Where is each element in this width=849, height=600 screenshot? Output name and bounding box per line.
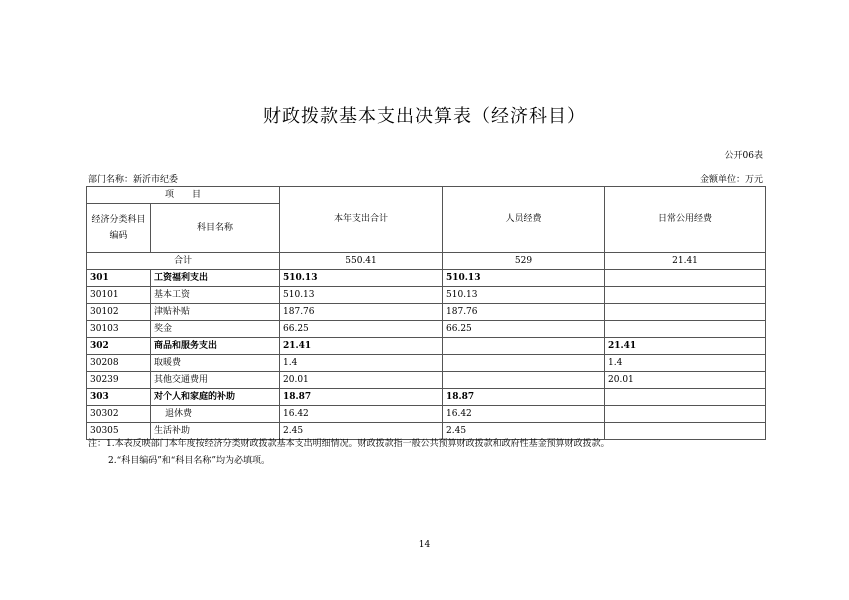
cell-personnel: 510.13 <box>443 270 605 287</box>
note-2: 2.“科目编码”和“科目名称”均为必填项。 <box>108 456 270 466</box>
cell-name: 对个人和家庭的补助 <box>151 389 280 406</box>
cell-name: 其他交通费用 <box>151 372 280 389</box>
header-name: 科目名称 <box>151 204 280 253</box>
cell-total: 16.42 <box>280 406 443 423</box>
cell-personnel <box>443 372 605 389</box>
table-row <box>87 338 766 355</box>
table-row <box>87 389 766 406</box>
cell-code: 30103 <box>87 321 151 338</box>
total-public: 21.41 <box>605 253 766 270</box>
table-row <box>87 406 766 423</box>
total-amount: 550.41 <box>280 253 443 270</box>
cell-total: 18.87 <box>280 389 443 406</box>
department-name: 部门名称：新沂市纪委 <box>88 175 179 185</box>
cell-code: 30239 <box>87 372 151 389</box>
total-row <box>87 253 766 270</box>
cell-code: 301 <box>87 270 151 287</box>
cell-total: 510.13 <box>280 270 443 287</box>
cell-code: 302 <box>87 338 151 355</box>
cell-public <box>605 423 766 440</box>
cell-public <box>605 304 766 321</box>
cell-name: 工资福利支出 <box>151 270 280 287</box>
notes <box>88 436 610 470</box>
table-row <box>87 304 766 321</box>
total-label: 合计 <box>87 253 280 270</box>
cell-total: 510.13 <box>280 287 443 304</box>
cell-public <box>605 270 766 287</box>
cell-code: 30302 <box>87 406 151 423</box>
page-number: 14 <box>418 540 431 550</box>
cell-personnel: 16.42 <box>443 406 605 423</box>
cell-total: 20.01 <box>280 372 443 389</box>
amount-unit: 金额单位：万元 <box>699 175 763 185</box>
cell-code: 30305 <box>87 423 151 440</box>
expenditure-table <box>86 186 766 440</box>
cell-name: 生活补助 <box>151 423 280 440</box>
cell-total: 2.45 <box>280 423 443 440</box>
header-row-1 <box>87 187 766 204</box>
total-personnel: 529 <box>443 253 605 270</box>
cell-public: 20.01 <box>605 372 766 389</box>
table-row <box>87 321 766 338</box>
cell-personnel <box>443 355 605 372</box>
table-row <box>87 270 766 287</box>
table-row <box>87 287 766 304</box>
cell-public: 21.41 <box>605 338 766 355</box>
table-row <box>87 372 766 389</box>
cell-personnel: 187.76 <box>443 304 605 321</box>
cell-public: 1.4 <box>605 355 766 372</box>
cell-personnel <box>443 338 605 355</box>
header-code: 经济分类科目编码 <box>87 204 151 253</box>
header-total: 本年支出合计 <box>280 187 443 253</box>
header-personnel: 人员经费 <box>443 187 605 253</box>
cell-personnel: 66.25 <box>443 321 605 338</box>
cell-total: 21.41 <box>280 338 443 355</box>
cell-name: 基本工资 <box>151 287 280 304</box>
cell-total: 1.4 <box>280 355 443 372</box>
cell-name: 奖金 <box>151 321 280 338</box>
table-row <box>87 355 766 372</box>
cell-name: 取暖费 <box>151 355 280 372</box>
cell-code: 303 <box>87 389 151 406</box>
header-public: 日常公用经费 <box>605 187 766 253</box>
cell-code: 30102 <box>87 304 151 321</box>
cell-public <box>605 287 766 304</box>
cell-personnel: 2.45 <box>443 423 605 440</box>
cell-name: 商品和服务支出 <box>151 338 280 355</box>
cell-public <box>605 406 766 423</box>
header-item: 项 目 <box>87 187 280 204</box>
table-code: 公开06表 <box>724 151 763 161</box>
cell-name: 津贴补贴 <box>151 304 280 321</box>
cell-personnel: 18.87 <box>443 389 605 406</box>
cell-total: 66.25 <box>280 321 443 338</box>
cell-code: 30101 <box>87 287 151 304</box>
cell-public <box>605 389 766 406</box>
note-1: 注：1.本表反映部门本年度按经济分类财政拨款基本支出明细情况。财政拨款指一般公共预算财政拨款和政府性基金预算财政拨款。 <box>88 439 610 449</box>
page-title: 财政拨款基本支出决算表（经济科目） <box>263 106 586 127</box>
cell-name: 退休费 <box>151 406 280 423</box>
cell-total: 187.76 <box>280 304 443 321</box>
cell-public <box>605 321 766 338</box>
cell-code: 30208 <box>87 355 151 372</box>
cell-personnel: 510.13 <box>443 287 605 304</box>
